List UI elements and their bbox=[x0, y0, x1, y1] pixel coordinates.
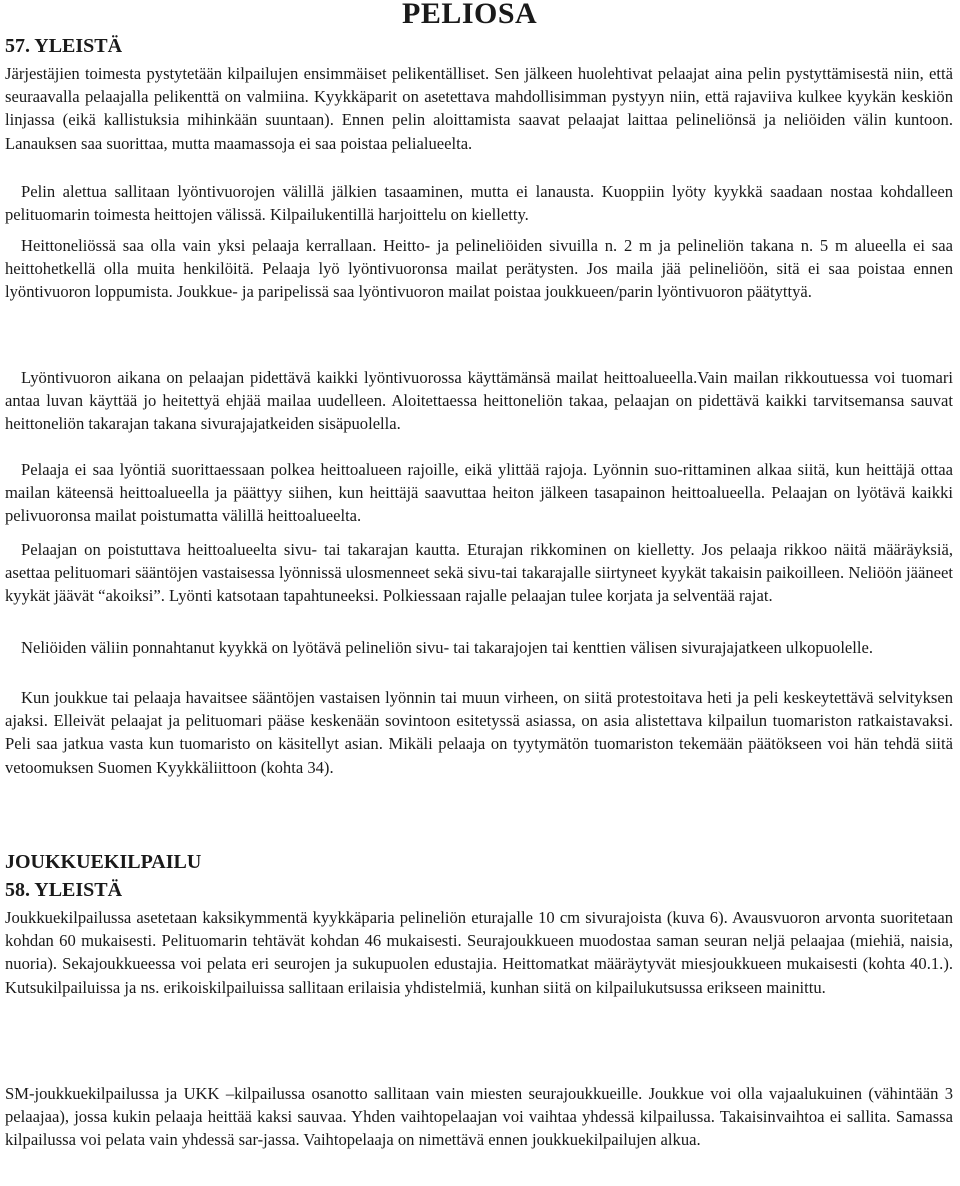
paragraph-57-6: Pelaajan on poistuttava heittoalueelta sivu- tai takarajan kautta. Eturajan rikkominen on kielletty. Jos pelaaja rikkoo näitä määräyksiä, asettaa pelituomari sääntöjen vastaisessa lyönnissä ulosmenneet sekä sivu-tai takarajalle siirtyneet kyykät takaisin paikoilleen. Neliöön jääneet kyykät jäävät “akoiksi”. Lyönti katsotaan tapahtuneeksi. Polkiessaan rajalle pelaajan tulee korjata ja selventää rajat. bbox=[5, 540, 953, 606]
paragraph-58-1: Joukkuekilpailussa asetetaan kaksikymmentä kyykkäparia pelineliön eturajalle 10 cm sivurajoista (kuva 6). Avausvuoron arvonta suoritetaan kohdan 60 mukaisesti. Pelituomarin tehtävät kohdan 46 mukaisesti. Seurajoukkueen muodostaa saman seuran neljä pelaajaa (miehiä, naisia, nuoria). Sekajoukkueessa voi pelata eri seurojen ja sukupuolen edustajia. Heittomatkat määräytyvät miesjoukkueen mukaisesti (kohta 40.1.). Kutsukilpailuissa ja ns. erikoiskilpailuissa sallitaan erilaisia yhdistelmiä, kunhan siitä on kilpailukutsussa erikseen mainittu. bbox=[5, 908, 953, 997]
paragraph-57-8: Kun joukkue tai pelaaja havaitsee sääntöjen vastaisen lyönnin tai muun virheen, on siitä protestoitava heti ja peli keskeytettävä selvityksen ajaksi. Elleivät pelaajat ja pelituomari pääse keskenään sovintoon esitetyssä asiassa, on asia alistettava kilpailun tuomariston ratkaistavaksi. Peli saa jatkua vasta kun tuomaristo on käsitellyt asian. Mikäli pelaaja on tyytymätön tuomariston tekemään päätökseen voi hän tehdä siitä vetoomuksen Suomen Kyykkäliittoon (kohta 34). bbox=[5, 688, 953, 777]
paragraph-57-4: Lyöntivuoron aikana on pelaajan pidettävä kaikki lyöntivuorossa käyttämänsä mailat heittoalueella.Vain mailan rikkoutuessa voi tuomari antaa luvan käyttää jo heitettyä ehjää mailaa uudelleen. Aloitettaessa heittoneliön takaa, pelaajan on pidettävä kaikki tarvitsemansa sauvat heittoneliön takarajan takana sivurajajatkeiden sisäpuolella. bbox=[5, 368, 953, 434]
section-heading-joukkuekilpailu: JOUKKUEKILPAILU bbox=[5, 851, 202, 873]
paragraph-58-2: SM-joukkuekilpailussa ja UKK –kilpailussa osanotto sallitaan vain miesten seurajoukkueille. Joukkue voi olla vajaalukuinen (vähintään 3 pelaajaa), jossa kukin pelaaja heittää kaksi sauvaa. Yhden vaihtopelaajan voi vaihtaa yhdessä kilpailussa. Takaisinvaihtoa ei sallita. Samassa kilpailussa voi pelata vain yhdessä sar-jassa. Vaihtopelaaja on nimettävä ennen joukkuekilpailujen alkua. bbox=[5, 1084, 953, 1150]
paragraph-57-3: Heittoneliössä saa olla vain yksi pelaaja kerrallaan. Heitto- ja pelineliöiden sivuilla n. 2 m ja pelineliön takana n. 5 m alueella ei saa heittohetkellä olla muita henkilöitä. Pelaaja lyö lyöntivuoronsa mailat perätysten. Jos maila jää pelineliöön, sitä ei saa poistaa ennen lyöntivuoron loppumista. Joukkue- ja paripelissä saa lyöntivuoron mailat poistaa joukkueen/parin lyöntivuoron päätyttyä. bbox=[5, 236, 953, 302]
paragraph-57-5: Pelaaja ei saa lyöntiä suorittaessaan polkea heittoalueen rajoille, eikä ylittää rajoja. Lyönnin suo-rittaminen alkaa siitä, kun heittäjä ottaa mailan käteensä heittoalueella ja päättyy siihen, kun heittäjä saavuttaa heiton jälkeen tasapainon heittoalueella. Pelaajan on lyötävä kaikki pelivuoronsa mailat poistumatta välillä heittoalueelta. bbox=[5, 460, 953, 526]
paragraph-57-1: Järjestäjien toimesta pystytetään kilpailujen ensimmäiset pelikentälliset. Sen jälkeen huolehtivat pelaajat aina pelin pystyttämisestä niin, että seuraavalla pelaajalla pelikenttä on valmiina. Kyykkäparit on asetettava mahdollisimman pystyyn niin, että rajaviiva kulkee kyykän keskiön linjassa (eikä kallistuksia mihinkään suuntaan). Ennen pelin aloittamista saavat pelaajat laittaa pelineliönsä ja neliöiden välin kuntoon. Lanauksen saa suorittaa, mutta maamassoja ei saa poistaa pelialueelta. bbox=[5, 64, 953, 153]
paragraph-57-2: Pelin alettua sallitaan lyöntivuorojen välillä jälkien tasaaminen, mutta ei lanausta. Kuoppiin lyöty kyykkä saadaan nostaa kohdalleen pelituomarin toimesta heittojen välissä. Kilpailukentillä harjoittelu on kielletty. bbox=[5, 182, 953, 225]
paragraph-57-7: Neliöiden väliin ponnahtanut kyykkä on lyötävä pelineliön sivu- tai takarajojen tai kenttien välisen sivurajajatkeen ulkopuolelle. bbox=[21, 638, 874, 657]
section-heading-57: 57. YLEISTÄ bbox=[5, 35, 123, 57]
section-heading-58: 58. YLEISTÄ bbox=[5, 879, 123, 901]
document-title: PELIOSA bbox=[402, 0, 538, 30]
